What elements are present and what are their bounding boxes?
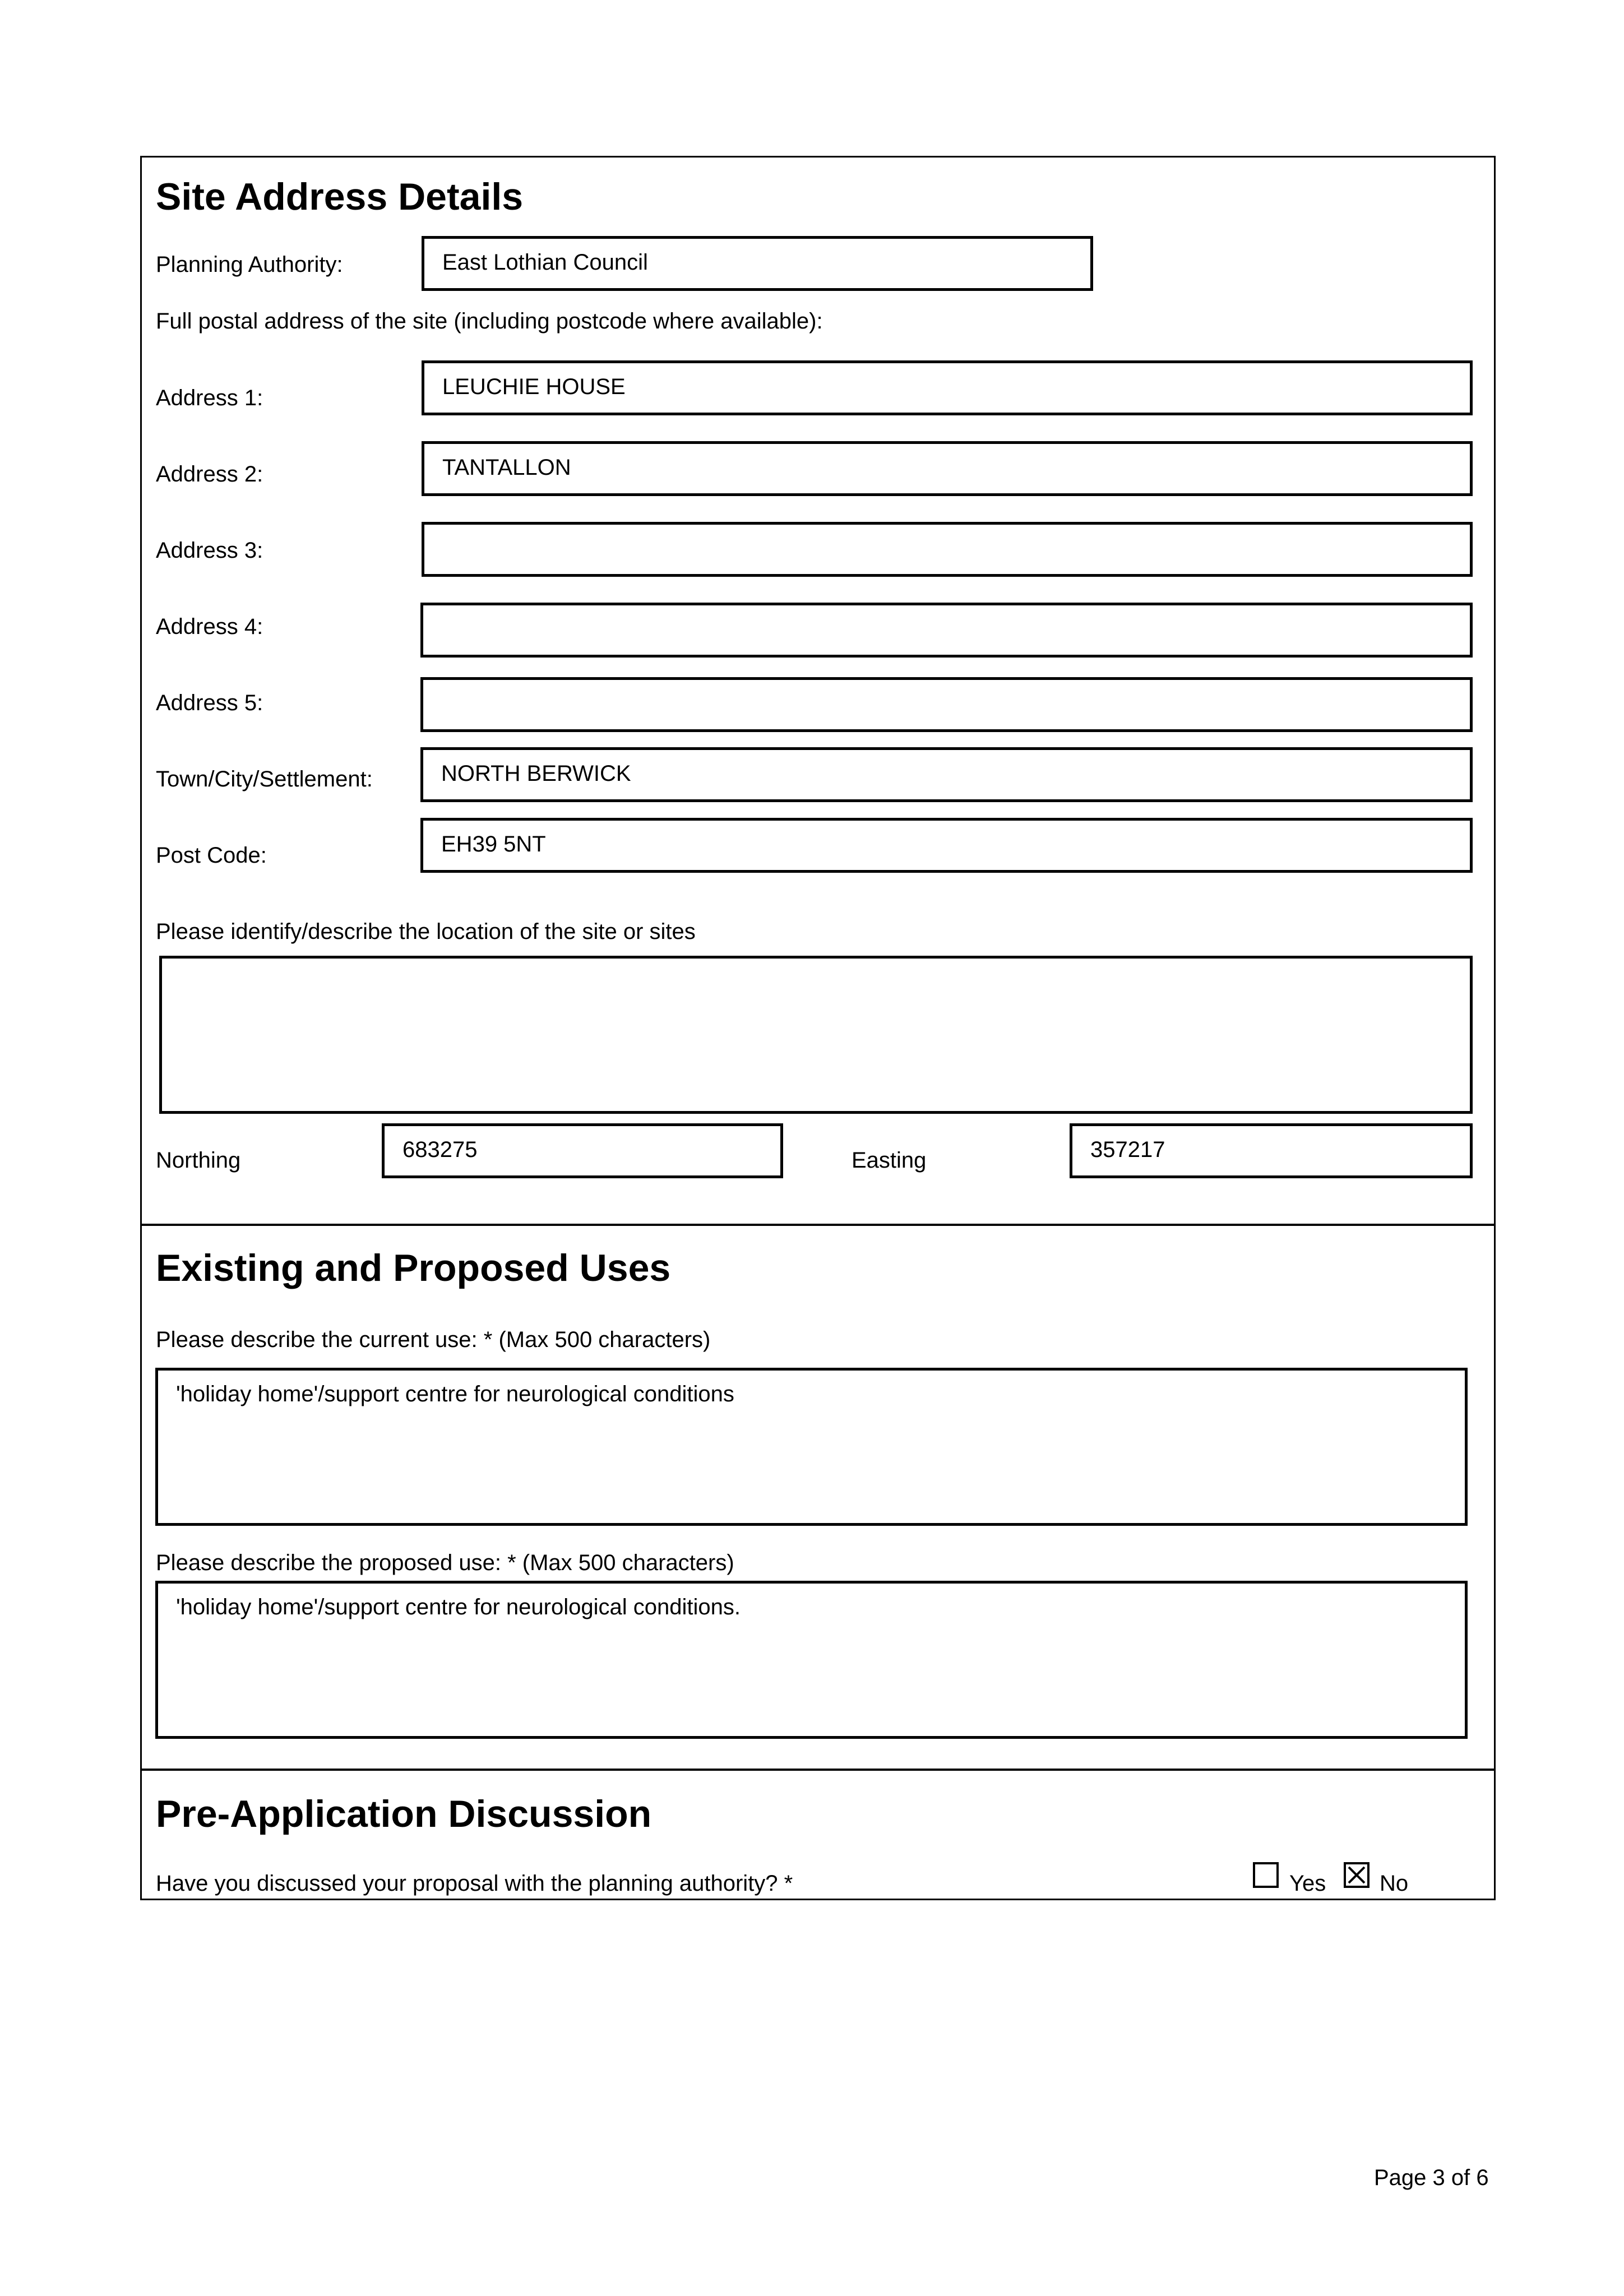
address1-field[interactable]: LEUCHIE HOUSE [422,360,1473,415]
easting-field[interactable]: 357217 [1070,1123,1473,1178]
section-divider [140,1769,1496,1771]
no-label: No [1380,1871,1409,1896]
town-field[interactable]: NORTH BERWICK [420,747,1473,802]
address2-field[interactable]: TANTALLON [422,441,1473,496]
planning-authority-label: Planning Authority: [156,252,343,277]
address4-field[interactable] [420,603,1473,658]
address4-label: Address 4: [156,614,263,639]
section-divider [140,1224,1496,1226]
current-use-prompt: Please describe the current use: * (Max 500 characters) [156,1327,711,1352]
town-label: Town/City/Settlement: [156,767,373,791]
easting-label: Easting [852,1148,927,1173]
postcode-label: Post Code: [156,843,267,868]
site-address-heading: Site Address Details [156,175,524,218]
northing-field[interactable]: 683275 [382,1123,783,1178]
address3-field[interactable] [422,522,1473,577]
location-description-field[interactable] [159,956,1473,1114]
address1-label: Address 1: [156,386,263,410]
address3-label: Address 3: [156,538,263,563]
northing-label: Northing [156,1148,241,1173]
page-number: Page 3 of 6 [1374,2165,1489,2190]
proposed-use-prompt: Please describe the proposed use: * (Max 500 characters) [156,1550,734,1575]
checkmark-x-icon [1346,1864,1367,1886]
proposed-use-field[interactable]: 'holiday home'/support centre for neurological conditions. [155,1581,1468,1739]
address2-label: Address 2: [156,462,263,487]
full-address-note: Full postal address of the site (including postcode where available): [156,309,823,334]
address5-field[interactable] [420,677,1473,732]
yes-checkbox[interactable] [1253,1862,1279,1888]
location-prompt: Please identify/describe the location of the site or sites [156,919,696,944]
planning-authority-field[interactable]: East Lothian Council [422,236,1093,291]
yes-label: Yes [1289,1871,1326,1896]
pre-application-question: Have you discussed your proposal with the planning authority? * [156,1871,793,1896]
postcode-field[interactable]: EH39 5NT [420,818,1473,873]
address5-label: Address 5: [156,691,263,715]
current-use-field[interactable]: 'holiday home'/support centre for neurological conditions [155,1368,1468,1526]
no-checkbox[interactable] [1344,1862,1369,1888]
pre-application-heading: Pre-Application Discussion [156,1793,652,1835]
uses-heading: Existing and Proposed Uses [156,1247,671,1289]
